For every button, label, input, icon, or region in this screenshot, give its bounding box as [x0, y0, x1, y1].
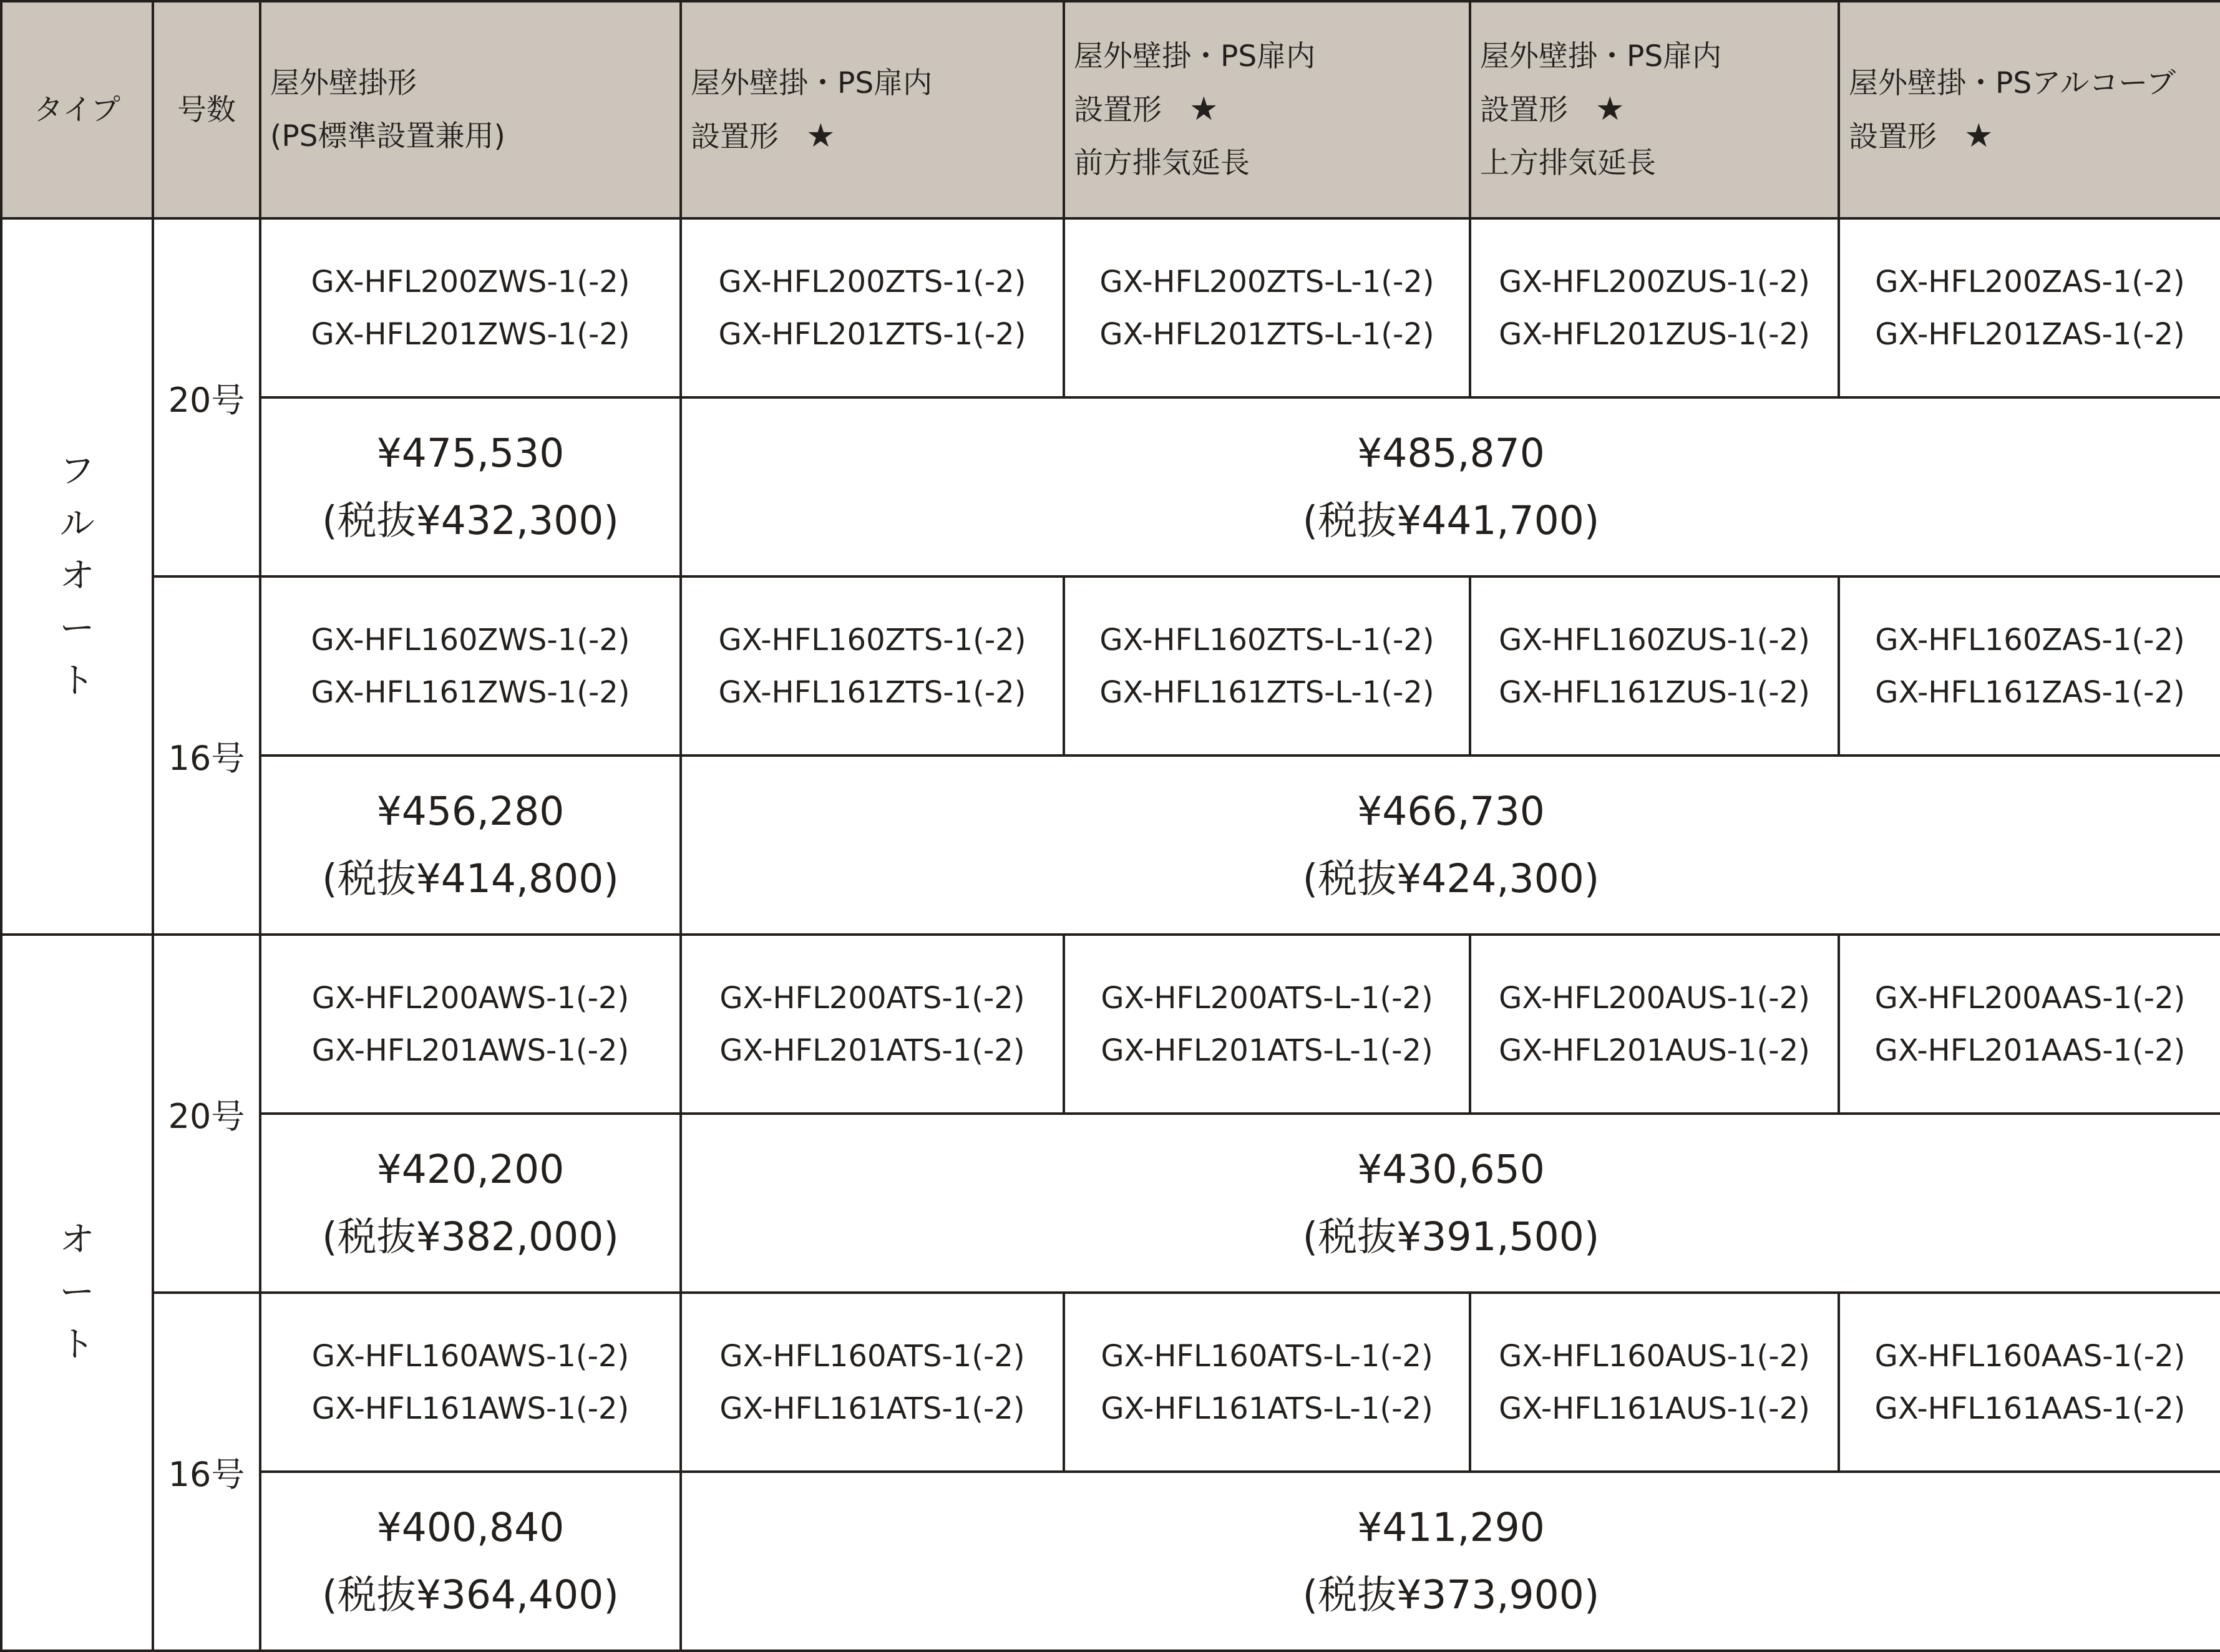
model-row — [1, 935, 2220, 1114]
model-number: GX-HFL160ATS-1(-2) — [719, 1338, 1025, 1374]
size-cell: 20号 — [153, 218, 260, 576]
model-cell — [1470, 218, 1839, 397]
star-icon: ★ — [806, 117, 835, 155]
model-number: GX-HFL160ATS-L-1(-2) — [1101, 1338, 1433, 1374]
header-text: 屋外壁掛形 — [270, 66, 417, 100]
model-number: GX-HFL201AAS-1(-2) — [1874, 1032, 2186, 1068]
model-number: GX-HFL160AAS-1(-2) — [1874, 1338, 2186, 1374]
model-number: GX-HFL160ZWS-1(-2) — [311, 622, 630, 658]
model-number: GX-HFL201ZTS-1(-2) — [718, 316, 1026, 352]
header-ps-alcove — [1839, 1, 2220, 218]
model-number: GX-HFL161ZUS-1(-2) — [1499, 674, 1810, 710]
header-text: 前方排気延長 — [1074, 146, 1250, 180]
header-ps-door-front-exhaust — [1064, 1, 1470, 218]
price-cell — [260, 1114, 681, 1293]
model-number: GX-HFL200ZAS-1(-2) — [1875, 264, 2185, 299]
header-ps-door-top-exhaust — [1470, 1, 1839, 218]
model-cell — [1064, 1293, 1470, 1472]
model-number: GX-HFL200ZTS-L-1(-2) — [1099, 264, 1434, 299]
model-cell — [260, 935, 681, 1114]
price-value: ¥485,870 — [1357, 430, 1545, 476]
model-number: GX-HFL160ZUS-1(-2) — [1499, 622, 1810, 658]
price-cell-wide — [681, 1472, 2220, 1651]
model-row — [1, 218, 2220, 397]
model-number: GX-HFL201ZUS-1(-2) — [1499, 316, 1810, 352]
model-cell — [260, 218, 681, 397]
type-char: ト — [59, 661, 95, 701]
header-text: 屋外壁掛・PS扉内 — [1074, 39, 1316, 74]
model-number: GX-HFL160ZTS-1(-2) — [718, 622, 1026, 658]
model-number: GX-HFL200AWS-1(-2) — [311, 980, 630, 1016]
header-text: (PS標準設置兼用) — [270, 119, 505, 153]
price-tax-excluded: (税抜¥424,300) — [1302, 855, 1600, 901]
model-number: GX-HFL200ATS-1(-2) — [719, 980, 1025, 1016]
model-cell — [260, 1293, 681, 1472]
header-size: 号数 — [153, 1, 260, 218]
price-value: ¥475,530 — [376, 430, 565, 476]
model-cell — [681, 218, 1064, 397]
model-cell — [681, 1293, 1064, 1472]
size-cell: 16号 — [153, 576, 260, 935]
model-number: GX-HFL161ZAS-1(-2) — [1875, 674, 2185, 710]
price-value: ¥420,200 — [376, 1146, 565, 1192]
header-subtext: 設置形 — [1074, 93, 1162, 127]
model-number: GX-HFL160AUS-1(-2) — [1499, 1338, 1810, 1374]
model-cell — [1064, 218, 1470, 397]
price-tax-excluded: (税抜¥382,000) — [322, 1213, 619, 1260]
type-char: ト — [59, 1324, 95, 1365]
price-tax-excluded: (税抜¥441,700) — [1302, 497, 1600, 543]
model-number: GX-HFL161AUS-1(-2) — [1499, 1391, 1810, 1426]
header-text: 屋外壁掛・PSアルコーブ — [1849, 66, 2176, 100]
model-number: GX-HFL161ZWS-1(-2) — [311, 674, 630, 710]
price-value: ¥466,730 — [1357, 788, 1545, 834]
model-number: GX-HFL200AUS-1(-2) — [1499, 980, 1810, 1016]
price-cell — [260, 1472, 681, 1651]
model-cell — [1839, 935, 2220, 1114]
header-ps-door — [681, 1, 1064, 218]
model-number: GX-HFL160AWS-1(-2) — [311, 1338, 630, 1374]
price-row — [1, 397, 2220, 576]
model-cell — [681, 935, 1064, 1114]
header-subtext: 設置形 — [1849, 119, 1937, 154]
price-cell-wide — [681, 397, 2220, 576]
model-number: GX-HFL201ZTS-L-1(-2) — [1099, 316, 1434, 352]
model-number: GX-HFL201ZWS-1(-2) — [311, 316, 630, 352]
model-number: GX-HFL201ZAS-1(-2) — [1875, 316, 2185, 352]
star-icon: ★ — [1595, 90, 1625, 128]
size-cell: 16号 — [153, 1293, 260, 1651]
price-value: ¥430,650 — [1357, 1146, 1545, 1192]
header-row — [1, 1, 2220, 218]
model-number: GX-HFL201AUS-1(-2) — [1499, 1032, 1810, 1068]
model-number: GX-HFL200ZTS-1(-2) — [718, 264, 1026, 299]
size-cell: 20号 — [153, 935, 260, 1293]
type-cell-full-auto — [1, 218, 153, 935]
price-cell — [260, 397, 681, 576]
price-cell-wide — [681, 756, 2220, 935]
type-char: フ — [59, 451, 95, 492]
header-text — [1074, 83, 1469, 137]
model-cell — [1839, 576, 2220, 756]
header-text — [691, 110, 1063, 163]
model-number: GX-HFL161ZTS-L-1(-2) — [1099, 674, 1434, 710]
header-subtext: 設置形 — [1480, 93, 1568, 127]
type-char: ー — [59, 1272, 95, 1313]
model-number: GX-HFL201ATS-L-1(-2) — [1101, 1032, 1433, 1068]
header-text — [1480, 83, 1838, 137]
star-icon: ★ — [1964, 117, 1994, 155]
price-row — [1, 1114, 2220, 1293]
price-row — [1, 756, 2220, 935]
price-cell — [260, 756, 681, 935]
price-tax-excluded: (税抜¥364,400) — [322, 1572, 619, 1618]
header-text: 上方排気延長 — [1480, 146, 1656, 180]
model-number: GX-HFL201ATS-1(-2) — [719, 1032, 1025, 1068]
header-text: 屋外壁掛・PS扉内 — [1480, 39, 1722, 74]
model-cell — [1064, 576, 1470, 756]
model-number: GX-HFL161ATS-L-1(-2) — [1101, 1391, 1433, 1426]
price-tax-excluded: (税抜¥432,300) — [322, 497, 619, 543]
model-number: GX-HFL200ATS-L-1(-2) — [1101, 980, 1433, 1016]
model-cell — [1470, 1293, 1839, 1472]
price-value: ¥411,290 — [1357, 1504, 1545, 1550]
model-row — [1, 576, 2220, 756]
model-cell — [1470, 576, 1839, 756]
type-char: ル — [59, 503, 95, 544]
model-cell — [1470, 935, 1839, 1114]
type-char: ー — [59, 608, 95, 649]
header-type: タイプ — [1, 1, 153, 218]
header-subtext: 設置形 — [691, 119, 779, 154]
price-tax-excluded: (税抜¥414,800) — [322, 855, 619, 901]
header-text — [1849, 110, 2220, 163]
price-value: ¥400,840 — [376, 1504, 565, 1550]
type-char: オ — [59, 556, 95, 596]
model-cell — [1839, 1293, 2220, 1472]
model-number: GX-HFL161ATS-1(-2) — [719, 1391, 1025, 1426]
model-number: GX-HFL200AAS-1(-2) — [1874, 980, 2186, 1016]
header-text: 屋外壁掛・PS扉内 — [691, 66, 933, 100]
price-value: ¥456,280 — [376, 788, 565, 834]
star-icon: ★ — [1189, 90, 1219, 128]
model-number: GX-HFL200ZUS-1(-2) — [1499, 264, 1810, 299]
model-number: GX-HFL160ZTS-L-1(-2) — [1099, 622, 1434, 658]
price-tax-excluded: (税抜¥373,900) — [1302, 1572, 1600, 1618]
price-tax-excluded: (税抜¥391,500) — [1302, 1213, 1600, 1260]
model-number: GX-HFL161AWS-1(-2) — [311, 1391, 630, 1426]
model-number: GX-HFL200ZWS-1(-2) — [311, 264, 630, 299]
price-row — [1, 1472, 2220, 1651]
model-cell — [1839, 218, 2220, 397]
model-cell — [260, 576, 681, 756]
header-outdoor-wall — [260, 1, 681, 218]
model-cell — [681, 576, 1064, 756]
price-cell-wide — [681, 1114, 2220, 1293]
model-number: GX-HFL160ZAS-1(-2) — [1875, 622, 2185, 658]
model-cell — [1064, 935, 1470, 1114]
model-row — [1, 1293, 2220, 1472]
model-number: GX-HFL201AWS-1(-2) — [311, 1032, 630, 1068]
model-number: GX-HFL161AAS-1(-2) — [1874, 1391, 2186, 1426]
model-number: GX-HFL161ZTS-1(-2) — [718, 674, 1026, 710]
type-cell-auto — [1, 935, 153, 1651]
type-char: オ — [59, 1220, 95, 1260]
